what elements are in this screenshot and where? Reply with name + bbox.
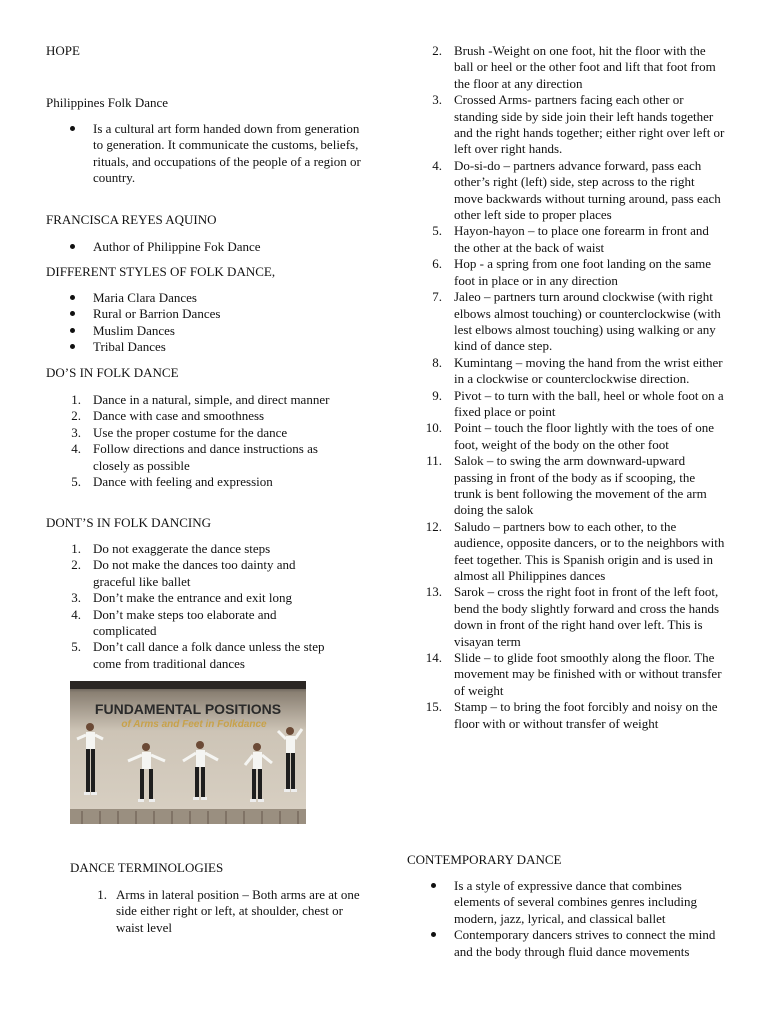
list-item: 4. Don’t make steps too elaborate and complicated: [71, 606, 277, 639]
list-item: 15. Stamp – to bring the foot forcibly and noisy on the floor with or without transfer of weight: [425, 699, 718, 731]
list-item: 9. Pivot – to turn with the ball, heel or whole foot on a fixed place or point: [432, 387, 724, 419]
terminologies-heading: DANCE TERMINOLOGIES: [70, 860, 224, 875]
list-item: Muslim Dances: [46, 323, 366, 339]
list-item: Maria Clara Dances: [46, 290, 366, 306]
terminologies-list: [407, 43, 725, 732]
styles-heading: DIFFERENT STYLES OF FOLK DANCE,: [46, 264, 276, 279]
list-item: 13. Sarok – cross the right foot in front of the left foot, bend the body slightly forward and cross the hands down in front of the right hand over left. This is visayan term: [425, 584, 720, 649]
styles-list: [46, 290, 366, 356]
list-item: 1. Dance in a natural, simple, and direct manner: [71, 392, 330, 407]
hope-heading: HOPE: [46, 43, 80, 58]
list-item: 2. Do not make the dances too dainty and graceful like ballet: [71, 557, 296, 589]
list-item: 2. Dance with case and smoothness: [71, 408, 265, 424]
list-item: Contemporary dancers strives to connect the mind and the body through fluid dance movements: [407, 927, 727, 960]
list-item: 3. Crossed Arms- partners facing each other or standing side by side join their left hands together and the right hands together; either right over left or left over right hands.: [432, 92, 725, 157]
folk-dance-list: [46, 121, 366, 187]
fundamental-positions-photo: [70, 681, 306, 824]
list-item: Author of Philippine Fok Dance: [46, 239, 366, 255]
list-item: 3. Don’t make the entrance and exit long: [71, 590, 293, 606]
aquino-heading: FRANCISCA REYES AQUINO: [46, 212, 217, 227]
list-item: 12. Saludo – partners bow to each other, to the audience, opposite dancers, or to the neighbors with feet together. This is Spanish origin and is used in almost all Philippines dances: [425, 518, 725, 583]
list-item: 1. Do not exaggerate the dance steps: [71, 541, 271, 556]
list-item: 1. Arms in lateral position – Both arms are at one side either right or left, at shoulder, chest or waist level: [97, 887, 360, 935]
photo-title: FUNDAMENTAL POSITIONS: [94, 701, 282, 717]
terminologies-list-start: [46, 887, 368, 936]
contemporary-heading: CONTEMPORARY DANCE: [407, 852, 562, 867]
list-item: Is a cultural art form handed down from generation to generation. It communicate the customs, beliefs, rituals, and occupations of the people of a region or country.: [46, 121, 366, 187]
list-item: Is a style of expressive dance that combines elements of several combines genres including modern, jazz, lyrical, and classical ballet: [407, 878, 727, 927]
list-item: 4. Do-si-do – partners advance forward, pass each other’s right (left) side, step across to the right move backwards without turning around, pass each other left side to proper places: [432, 157, 721, 223]
photo-subtitle: of Arms and Feet in Folkdance: [121, 719, 267, 730]
aquino-list: [46, 239, 366, 255]
dos-list: [46, 392, 346, 490]
folk-dance-heading: Philippines Folk Dance: [46, 95, 169, 110]
list-item: 2. Brush -Weight on one foot, hit the floor with the ball or heel or the other foot and lift that foot from the floor at any direction: [432, 43, 716, 91]
list-item: 10. Point – touch the floor lightly with the toes of one foot, weight of the body on the other foot: [425, 420, 714, 452]
list-item: 14. Slide – to glide foot smoothly along the floor. The movement may be finished with or without transfer of weight: [425, 650, 722, 698]
list-item: 6. Hop - a spring from one foot landing on the same foot in place or in any direction: [432, 256, 712, 288]
list-item: 5. Hayon-hayon – to place one forearm in front and the other at the back of waist: [432, 223, 709, 255]
list-item: 4. Follow directions and dance instructions as closely as possible: [71, 441, 318, 473]
list-item: 7. Jaleo – partners turn around clockwise (with right elbows almost touching) or counterclockwise (with lest elbows almost touching) using walking or any kind of dance step.: [432, 289, 721, 354]
list-item: 5. Don’t call dance a folk dance unless the step come from traditional dances: [71, 639, 325, 671]
list-item: 11. Salok – to swing the arm downward-upward passing in front of the body as if scooping, the trunk is bent following the movement of the arm doing the salok: [426, 453, 707, 518]
contemporary-list: [407, 878, 727, 960]
dos-heading: DO’S IN FOLK DANCE: [46, 365, 179, 380]
donts-list: [46, 541, 326, 672]
list-item: 8. Kumintang – moving the hand from the wrist either in a clockwise or counterclockwise direction.: [432, 354, 723, 387]
donts-heading: DONT’S IN FOLK DANCING: [46, 515, 212, 530]
list-item: 3. Use the proper costume for the dance: [71, 424, 288, 440]
list-item: 5. Dance with feeling and expression: [71, 474, 273, 490]
list-item: Tribal Dances: [46, 339, 366, 355]
list-item: Rural or Barrion Dances: [46, 306, 366, 322]
